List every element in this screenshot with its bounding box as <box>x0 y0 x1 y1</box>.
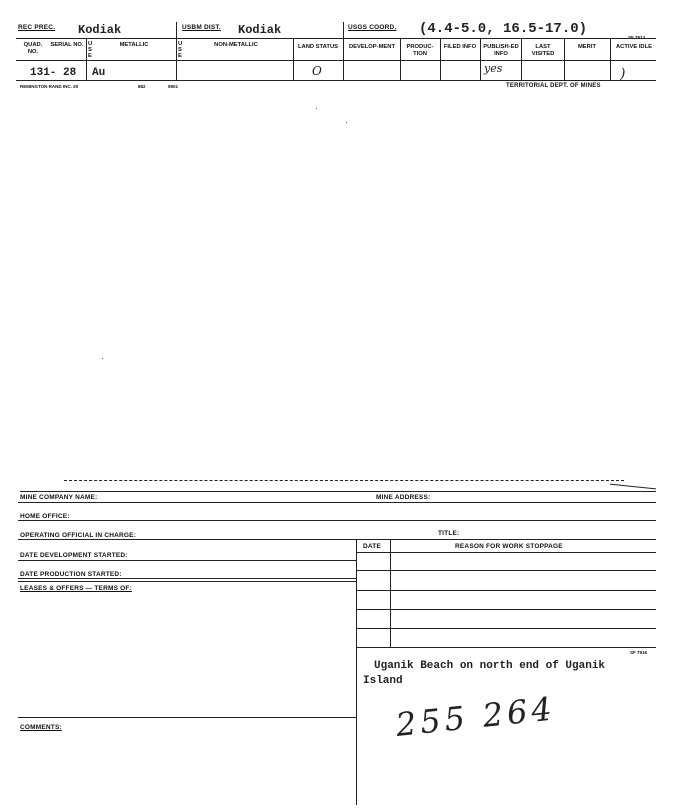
date-development-started-label: DATE DEVELOPMENT STARTED: <box>20 552 128 559</box>
location-line-1: Uganik Beach on north end of Uganik <box>374 660 606 672</box>
row-published-info: yes <box>484 62 503 75</box>
mine-address-label: MINE ADDRESS: <box>376 494 431 501</box>
usgs-coord-value: (4.4-5.0, 16.5-17.0) <box>419 21 588 37</box>
footer-printer: REMINGTON RAND INC. 20 <box>20 84 79 89</box>
col-serial-no: SERIAL NO. <box>50 42 84 48</box>
location-line-2: Island <box>363 675 403 687</box>
date-production-started-label: DATE PRODUCTION STARTED: <box>20 571 122 578</box>
col-quad-no: QUAD. NO. <box>23 42 43 55</box>
col-land-status: LAND STATUS <box>297 44 339 50</box>
scan-speck <box>316 108 317 109</box>
operating-official-label: OPERATING OFFICIAL IN CHARGE: <box>20 532 137 539</box>
rec-prec-value: Kodiak <box>78 23 122 37</box>
leases-offers-label: LEASES & OFFERS — TERMS OF: <box>20 585 132 592</box>
col-development: DEVELOP-MENT <box>348 44 396 50</box>
footer-code-2: 5901 <box>168 84 179 89</box>
scan-speck <box>346 122 347 123</box>
footer-dept: TERRITORIAL DEPT. OF MINES <box>506 83 601 89</box>
form-code-bottom: SF 7916 <box>630 650 648 655</box>
form-code-top: SF 7914 <box>628 35 646 40</box>
col-published-info: PUBLISH-ED INFO <box>483 44 519 57</box>
col-active-idle: ACTIVE IDLE <box>615 44 653 50</box>
scan-speck <box>102 358 103 359</box>
col-merit: MERIT <box>577 44 597 50</box>
usbm-dist-label: USBM DIST. <box>182 24 221 31</box>
usgs-coord-label: USGS COORD. <box>348 24 397 31</box>
comments-label: COMMENTS: <box>20 724 62 731</box>
row-active-idle-mark: ) <box>620 66 626 82</box>
row-quad-serial: 131- 28 <box>30 67 77 79</box>
usbm-dist-value: Kodiak <box>238 23 282 37</box>
col-use-nonmetallic: U S E <box>178 41 183 59</box>
row-metallic: Au <box>92 67 106 79</box>
date-col-label: DATE <box>363 543 382 550</box>
col-last-visited: LAST VISITED <box>531 44 555 57</box>
col-filed-info: FILED INFO <box>443 44 477 50</box>
col-metallic: METALLIC <box>119 42 149 48</box>
title-label: TITLE: <box>438 530 460 537</box>
footer-code-1: 882 <box>138 84 146 89</box>
col-non-metallic: NON-METALLIC <box>214 42 258 48</box>
col-production: PRODUC-TION <box>406 44 434 57</box>
reason-work-stoppage-label: REASON FOR WORK STOPPAGE <box>455 543 563 550</box>
card-corner <box>610 484 656 496</box>
rec-prec-label: REC PREC. <box>18 24 56 31</box>
row-land-status: O <box>312 64 322 78</box>
mine-company-name-label: MINE COMPANY NAME: <box>20 494 98 501</box>
home-office-label: HOME OFFICE: <box>20 513 70 520</box>
handwritten-number: 255 264 <box>394 689 558 744</box>
col-use-metallic: U S E <box>88 41 93 59</box>
